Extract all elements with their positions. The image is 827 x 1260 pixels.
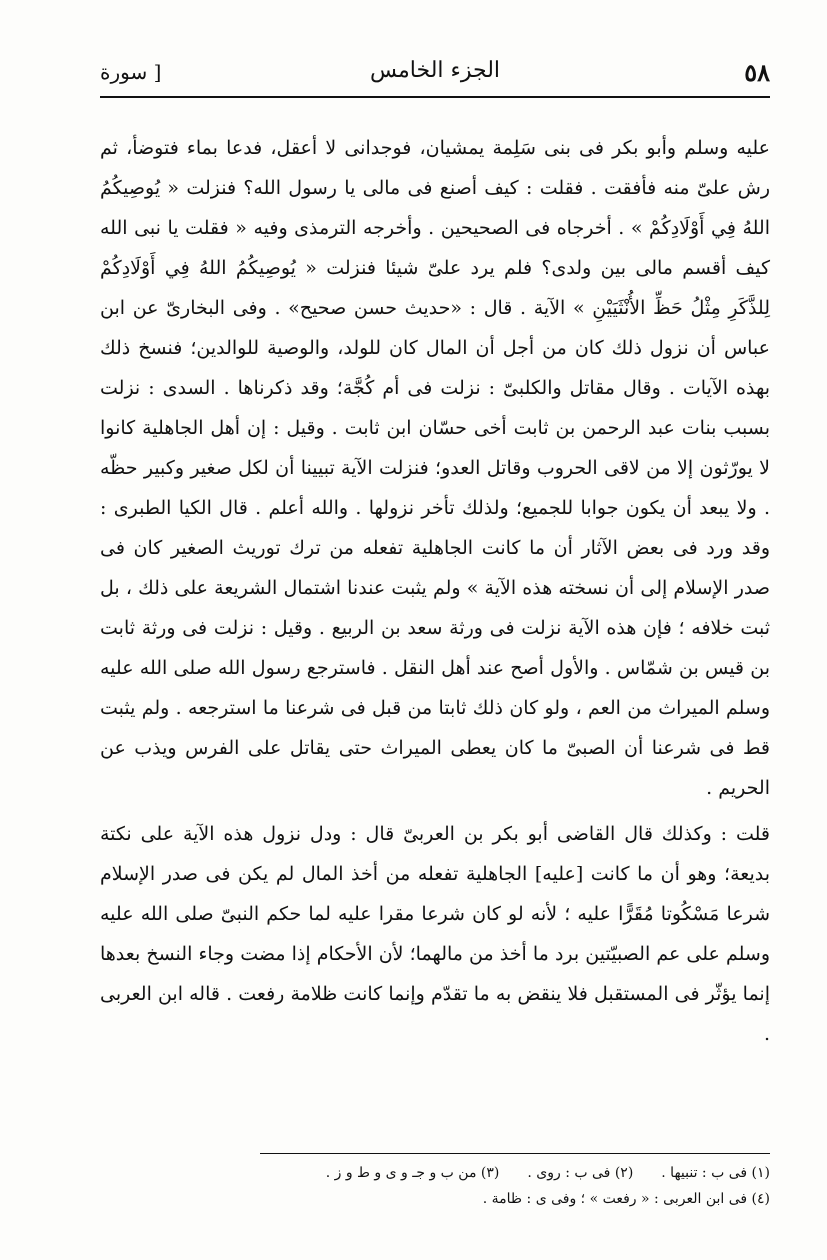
page-body <box>100 128 770 1054</box>
footnote-item: (١) فى ب : تنبيها . <box>661 1165 770 1181</box>
running-title: الجزء الخامس <box>369 58 501 83</box>
footnote-rule <box>260 1153 770 1154</box>
footnotes <box>100 1160 770 1212</box>
footnote-row <box>100 1186 770 1212</box>
section-label: [ سورة <box>100 60 162 84</box>
footnote-row <box>100 1160 770 1186</box>
footnote-item: (٤) فى ابن العربى : « رفعت » ؛ وفى ى : ظامة . <box>482 1191 770 1207</box>
paragraph: قلت : وكذلك قال القاضى أبو بكر بن العربىّ قال : ودل نزول هذه الآية على نكتة بديعة؛ وهو أن ما كانت [عليه] الجاهلية تفعله من أخذ المال لم يكن فى صدر الإسلام شرعا مَسْكُوتا مُقَرًّا عليه ؛ لأنه لو كان شرعا مقرا عليه لما حكم النبىّ صلى الله عليه وسلم على عم الصبيّتين برد ما أخذ من مالهما؛ لأن الأحكام إذا مضت وجاء النسخ بعدها إنما يؤثّر فى المستقبل فلا ينقض به ما تقدّم وإنما كانت ظلامة رفعت . قاله ابن العربى . <box>100 823 770 1045</box>
footnote-item: (٢) فى ب : روى . <box>527 1165 634 1181</box>
footnote-item: (٣) من ب و جـ و ى و ط و ز . <box>325 1165 500 1181</box>
page-header <box>100 56 770 96</box>
page-number: ٥٨ <box>744 58 770 87</box>
paragraph: عليه وسلم وأبو بكر فى بنى سَلِمة يمشيان، فوجدانى لا أعقل، فدعا بماء فتوضأ، ثم رش علىّ منه فأفقت . فقلت : كيف أصنع فى مالى يا رسول الله؟ فنزلت « يُوصِيكُمُ اللهُ فِي أَوْلَادِكُمْ » . أخرجاه فى الصحيحين . وأخرجه الترمذى وفيه « فقلت يا نبى الله كيف أقسم مالى بين ولدى؟ فلم يرد علىّ شيئا فنزلت « يُوصِيكُمُ اللهُ فِي أَوْلَادِكُمْ لِلذَّكَرِ مِثْلُ حَظِّ الأُنْثَيَيْنِ » الآية . قال : «حديث حسن صحيح» . وفى البخارىّ عن ابن عباس أن نزول ذلك كان من أجل أن المال كان للولد، والوصية للوالدين؛ فنسخ ذلك بهذه الآيات . وقال مقاتل والكلبىّ : نزلت فى أم كُجَّة؛ وقد ذكرناها . السدى : نزلت بسبب بنات عبد الرحمن بن ثابت أخى حسّان ابن ثابت . وقيل : إن أهل الجاهلية كانوا لا يورّثون إلا من لاقى الحروب وقاتل العدو؛ فنزلت الآية تبيينا أن لكل صغير وكبير حظّه . ولا يبعد أن يكون جوابا للجميع؛ ولذلك تأخر نزولها . والله أعلم . قال الكيا الطبرى : وقد ورد فى بعض الآثار أن ما كانت الجاهلية تفعله من ترك توريث الصغير كان فى صدر الإسلام إلى أن نسخته هذه الآية » ولم يثبت عندنا اشتمال الشريعة على ذلك ، بل ثبت خلافه ؛ فإن هذه الآية نزلت فى ورثة سعد بن الربيع . وقيل : نزلت فى ورثة ثابت بن قيس بن شمّاس . والأول أصح عند أهل النقل . فاسترجع رسول الله صلى الله عليه وسلم الميراث من العم ، ولو كان ذلك ثابتا من قبل فى شرعنا ما استرجعه . ولم يثبت قط فى شرعنا أن الصبىّ ما كان يعطى الميراث حتى يقاتل على الفرس ويذب عن الحريم . <box>100 137 770 799</box>
header-rule <box>100 96 770 98</box>
